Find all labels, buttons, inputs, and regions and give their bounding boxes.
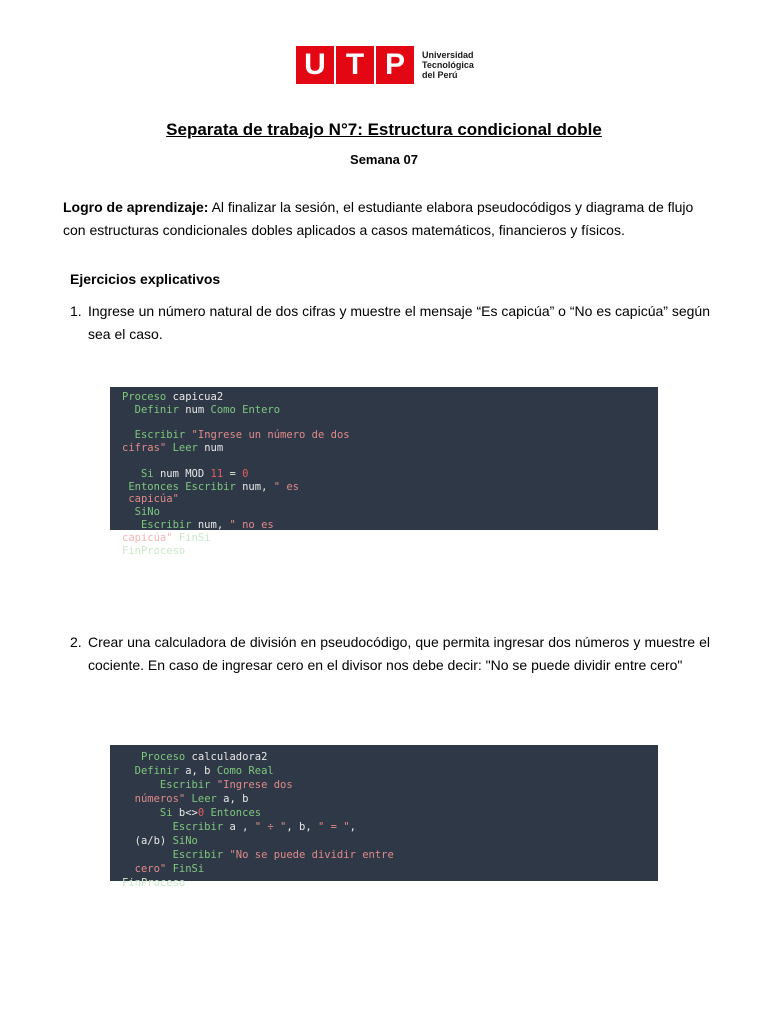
code-line <box>122 442 223 455</box>
utp-logo <box>296 46 474 84</box>
code-token: = <box>223 467 243 480</box>
code-token: " = " <box>317 821 350 833</box>
exercise-1-text: Ingrese un número natural de dos cifras y muestre el mensaje “Es capicúa” o “No es capicúa” según sea el caso. <box>88 303 710 342</box>
code-line <box>122 468 248 481</box>
logo-line-1: Universidad <box>422 50 474 60</box>
code-token: FinProceso <box>122 877 186 889</box>
exercise-2-text: Crear una calculadora de división en pseudocódigo, que permita ingresar dos números y muestre el cociente. En caso de ingresar cero en el divisor nos debe decir: "No se puede dividir entre cero" <box>88 634 710 673</box>
exercise-2-number: 2. <box>70 634 82 650</box>
code-token: Definir <box>122 403 186 416</box>
code-token: b<> <box>178 807 198 819</box>
code-token: capicua2 <box>172 391 224 403</box>
code-token: a, b <box>185 765 217 777</box>
learning-goal-label: Logro de aprendizaje: <box>63 199 209 215</box>
code-token: " no es <box>229 519 274 531</box>
logo-letter-u: U <box>296 46 334 84</box>
code-token: (a/b) <box>122 835 173 847</box>
code-token: Leer <box>191 793 224 805</box>
code-block-2 <box>110 745 658 889</box>
code-token: Escribir <box>122 779 217 791</box>
document-title: Separata de trabajo N°7: Estructura condicional doble <box>166 120 602 139</box>
code-token: "Ingrese dos <box>216 779 293 791</box>
exercise-1 <box>70 300 710 346</box>
code-line <box>122 506 160 519</box>
code-token: SiNo <box>122 506 160 519</box>
code-token: num, <box>197 519 230 531</box>
section-heading: Ejercicios explicativos <box>70 271 221 287</box>
code-line <box>122 519 274 532</box>
code-line <box>122 532 211 545</box>
code-line <box>122 391 223 404</box>
code-token: números" <box>122 793 192 805</box>
code-line <box>122 481 299 494</box>
code-line <box>122 765 274 778</box>
code-token: , <box>349 821 356 833</box>
code-token: "Ingrese un número de dos <box>191 429 350 442</box>
code-line <box>122 545 185 558</box>
code-token: Entonces <box>204 807 262 819</box>
logo-letter-t: T <box>336 46 374 84</box>
code-token: , b, <box>286 821 318 833</box>
code-token: Como Entero <box>210 403 281 416</box>
exercise-1-number: 1. <box>70 303 82 319</box>
logo-letters <box>296 46 416 84</box>
code-line <box>122 793 248 806</box>
code-token: FinSi <box>178 531 211 544</box>
code-token: 11 <box>210 467 224 480</box>
code-token: Definir <box>122 765 186 777</box>
logo-line-2: Tecnológica <box>422 60 474 70</box>
code-token: a , <box>229 821 255 833</box>
code-token: Si <box>122 467 160 480</box>
code-line <box>122 835 198 848</box>
code-token: Si <box>122 807 179 819</box>
code-token: cero" <box>122 863 173 875</box>
code-token: SiNo <box>172 835 198 847</box>
code-token: calculadora2 <box>191 751 268 763</box>
code-token: Escribir <box>122 519 198 531</box>
code-token: "No se puede dividir entre <box>229 849 394 861</box>
code-line <box>122 779 293 792</box>
learning-goal-text: Al finalizar la sesión, el estudiante elabora pseudocódigos y diagrama de flujo con estructuras condicionales dobles aplicados a casos matemáticos, financieros y físicos. <box>63 199 694 238</box>
logo-letter-p: P <box>376 46 414 84</box>
code-token: capicúa" <box>122 531 179 544</box>
code-token: a, b <box>223 793 249 805</box>
code-block-1 <box>110 387 658 557</box>
code-token: num MOD <box>159 467 211 480</box>
code-token: capicúa" <box>122 493 179 506</box>
learning-goal <box>63 196 713 242</box>
code-token: num <box>185 403 211 416</box>
logo-line-3: del Perú <box>422 70 458 80</box>
code-token: cifras" <box>122 442 173 455</box>
code-token: Escribir <box>122 821 230 833</box>
code-token: Proceso <box>122 751 192 763</box>
code-token: " es <box>273 480 300 493</box>
code-token: Entonces Escribir <box>122 480 243 493</box>
code-token: Leer <box>172 442 205 455</box>
code-token: 0 <box>242 467 249 480</box>
code-token: num, <box>242 480 274 493</box>
logo-text <box>422 50 474 80</box>
code-token: Escribir <box>122 849 230 861</box>
code-token: FinSi <box>172 863 205 875</box>
code-line <box>122 877 185 890</box>
code-token: num <box>204 442 224 455</box>
code-line <box>122 807 261 820</box>
week-label: Semana 07 <box>350 152 418 167</box>
code-line <box>122 849 394 862</box>
code-token: Escribir <box>122 429 192 442</box>
code-token: Proceso <box>122 391 173 403</box>
code-line <box>122 751 267 764</box>
code-line <box>122 429 350 442</box>
code-token: 0 <box>197 807 205 819</box>
code-line <box>122 821 356 834</box>
code-line <box>122 404 280 417</box>
exercise-2 <box>70 631 710 677</box>
code-line <box>122 863 204 876</box>
code-token: " ÷ " <box>254 821 287 833</box>
code-line <box>122 493 179 506</box>
code-token: Como Real <box>216 765 274 777</box>
code-token: FinProceso <box>122 544 186 557</box>
